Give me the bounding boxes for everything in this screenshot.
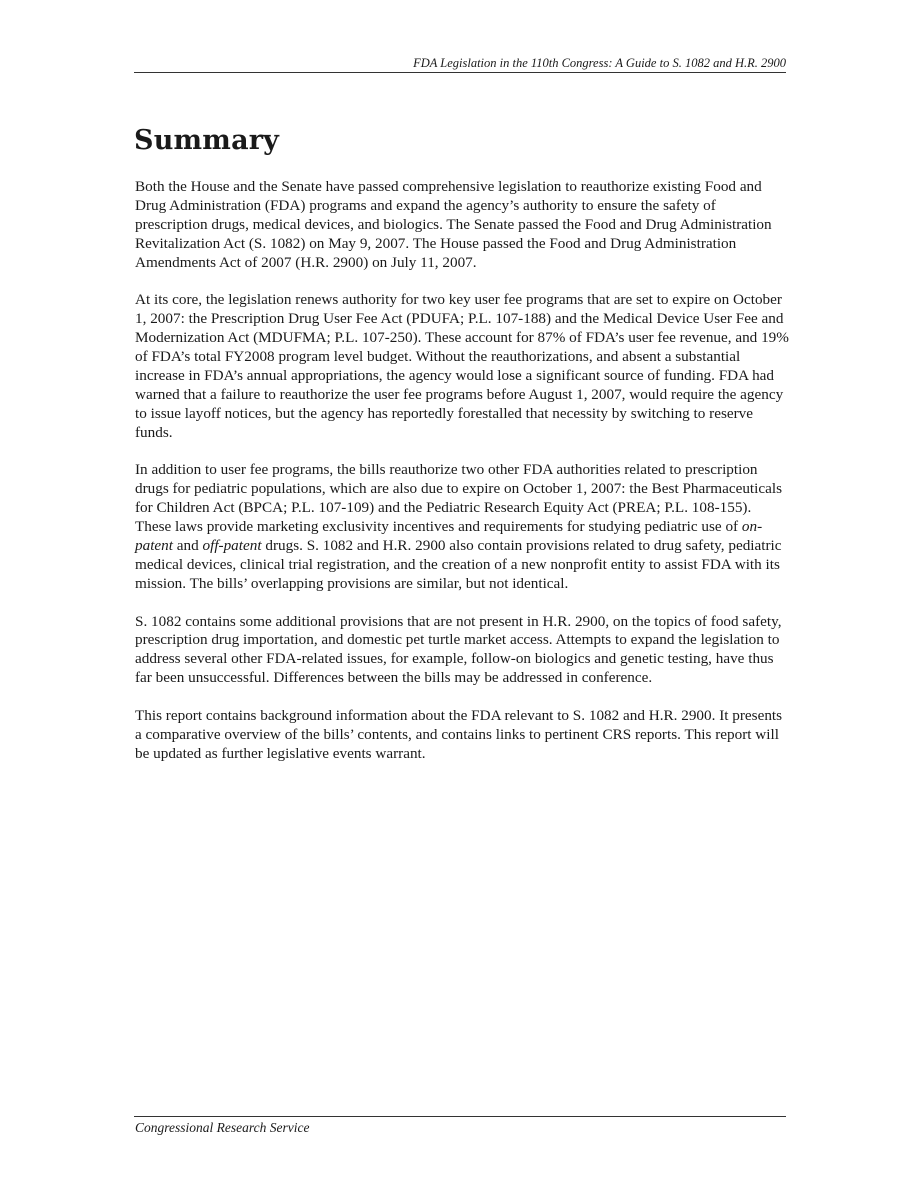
running-header: FDA Legislation in the 110th Congress: A Guide to S. 1082 and H.R. 2900: [413, 56, 786, 70]
paragraph-1: Both the House and the Senate have passed comprehensive legislation to reauthorize existing Food and Drug Administration (FDA) programs and expand the agency’s authority to ensure the safety of prescription drugs, medical devices, and biologics. The Senate passed the Food and Drug Administration Revitalization Act (S. 1082) on May 9, 2007. The House passed the Food and Drug Administration Amendments Act of 2007 (H.R. 2900) on July 11, 2007.: [135, 178, 772, 271]
footer-divider: [134, 1116, 786, 1117]
page-title: Summary: [134, 125, 280, 156]
summary-body: [135, 178, 789, 782]
paragraph-3-part-1: In addition to user fee programs, the bills reauthorize two other FDA authorities related to prescription drugs for pediatric populations, which are also due to expire on October 1, 2007: the Best Pharmaceuticals for Children Act (BPCA; P.L. 107-109) and the Pediatric Research Equity Act (PREA; P.L. 108-155). These laws provide marketing exclusivity incentives and requirements for studying pediatric use of: [135, 461, 782, 536]
paragraph-3-conjunction: and: [172, 537, 203, 554]
off-patent-term: off-patent: [202, 537, 262, 554]
paragraph-2: At its core, the legislation renews authority for two key user fee programs that are set to expire on October 1, 2007: the Prescription Drug User Fee Act (PDUFA; P.L. 107-188) and the Medical Device User Fee and Modernization Act (MDUFMA; P.L. 107-250). These account for 87% of FDA’s user fee revenue, and 19% of FDA’s total FY2008 program level budget. Without the reauthorizations, and absent a substantial increase in FDA’s annual appropriations, the agency would lose a significant source of funding. FDA had warned that a failure to reauthorize the user fee programs before August 1, 2007, would require the agency to issue layoff notices, but the agency has reportedly forestalled that necessity by switching to reserve funds.: [135, 291, 789, 441]
paragraph-5: This report contains background information about the FDA relevant to S. 1082 and H.R. 2900. It presents a comparative overview of the bills’ contents, and contains links to pertinent CRS reports. This report will be updated as further legislative events warrant.: [135, 706, 783, 762]
on-patent-term: on-patent: [135, 518, 763, 554]
paragraph-4: S. 1082 contains some additional provisions that are not present in H.R. 2900, on the topics of food safety, prescription drug importation, and domestic pet turtle market access. Attempts to expand the legislation to address several other FDA-related issues, for example, follow-on biologics and genetic testing, have thus far been unsuccessful. Differences between the bills may be addressed in conference.: [135, 612, 782, 687]
header-divider: [134, 72, 786, 73]
footer-organization: Congressional Research Service: [135, 1120, 310, 1135]
paragraph-3-part-2: drugs. S. 1082 and H.R. 2900 also contain provisions related to drug safety, pediatric medical devices, clinical trial registration, and the creation of a new nonprofit entity to assist FDA with its mission. The bills’ overlapping provisions are similar, but not identical.: [135, 537, 782, 592]
paragraph-3: [135, 461, 789, 593]
